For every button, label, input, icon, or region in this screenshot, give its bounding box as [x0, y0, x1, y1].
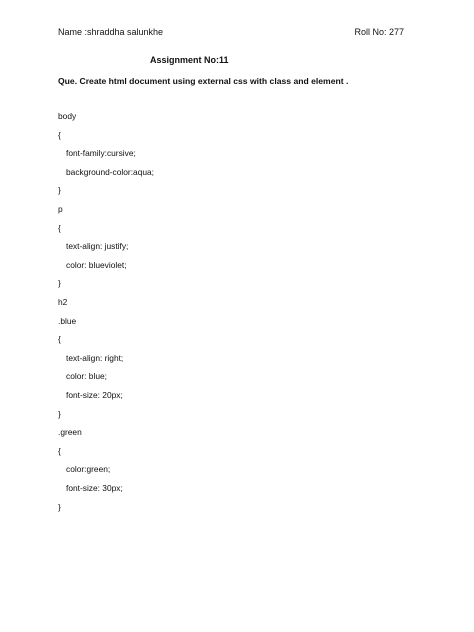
code-line: font-family:cursive; [66, 148, 136, 159]
code-line: p [58, 204, 63, 214]
code-line: font-size: 30px; [66, 483, 123, 493]
code-line: { [58, 445, 61, 456]
student-name: Name :shraddha salunkhe [58, 27, 164, 37]
code-line: .blue [58, 315, 77, 326]
code-line: .green [58, 427, 82, 438]
code-line: } [58, 501, 61, 512]
assignment-title: Assignment No:11 [150, 55, 229, 65]
code-line: } [58, 185, 61, 196]
question-text: Que. Create html document using external css with class and element . [58, 76, 349, 86]
code-line: } [58, 408, 61, 419]
code-line: color: blue; [66, 371, 107, 382]
code-line: } [58, 278, 61, 289]
code-line: color: blueviolet; [66, 259, 127, 270]
code-line: color:green; [66, 464, 111, 475]
roll-number: Roll No: 277 [354, 27, 404, 37]
code-line: text-align: right; [66, 352, 124, 363]
code-line: body [58, 111, 77, 121]
code-line: background-color:aqua; [66, 166, 154, 177]
code-line: text-align: justify; [66, 241, 129, 252]
code-line: { [58, 334, 61, 345]
code-line: { [58, 129, 61, 140]
code-line: { [58, 222, 61, 233]
code-line: font-size: 20px; [66, 390, 123, 400]
page-header [58, 27, 404, 39]
code-line: h2 [58, 297, 68, 307]
